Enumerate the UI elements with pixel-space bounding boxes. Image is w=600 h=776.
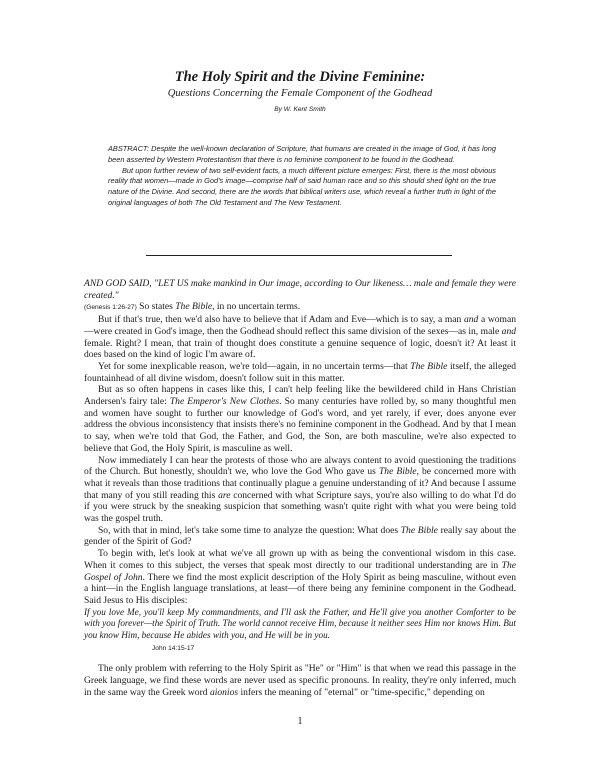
body-paragraph-5 <box>84 455 516 525</box>
body-paragraph-7 <box>84 548 516 607</box>
text-span: The only problem with referring to the Holy Spirit as "He" or "Him" is that when we read this passage in the Greek language, we find these words are never used as specific pronouns. In reality, they're only inferred, much in the same way the Greek word <box>84 663 516 698</box>
quote-citation: John 14:15-17 <box>152 645 195 653</box>
emphasis: aionios <box>209 686 239 698</box>
body-paragraph-4 <box>84 384 516 454</box>
document-subtitle: Questions Concerning the Female Component of the Godhead <box>167 88 433 99</box>
scripture-reference: (Genesis 1:26-27) <box>84 304 137 312</box>
document-author: By W. Kent Smith <box>274 106 326 113</box>
text-span: concerned with what Scripture says, you're also willing to do what I'd do if you were struck by the sneaking suspicion that something wasn't quite right with what you were being told was the gospel truth. <box>84 489 516 525</box>
emphasis: The Bible <box>175 301 213 313</box>
abstract-paragraph-1 <box>108 144 496 166</box>
abstract-paragraph-2: But upon further review of two self-evident facts, a much different picture emerges: First, there is the most obvious reality that women—made in God's image—comprise half of said human race and so this should shed light on the true nature of the Divine. And second, there are the words that biblical writers use, which reveal a further truth in light of the original languages of both The Old Testament and The New Testament. <box>108 165 496 207</box>
abstract-text-1: Despite the well-known declaration of Scripture, that humans are created in the image of God, it has long been asserted by Western Protestantism that there is no feminine component to be found in the Godhead. <box>108 144 496 164</box>
text-span: Now immediately I can hear the protests of those who are always content to avoid questioning the traditions of the Church. But honestly, shouldn't we, who love the God Who gave us <box>84 454 516 478</box>
body-paragraph-2 <box>84 314 516 361</box>
body-paragraph-3 <box>84 361 516 384</box>
body-paragraph-8 <box>84 663 516 698</box>
emphasis: are <box>218 489 231 501</box>
body-paragraph-1 <box>84 278 516 314</box>
text-span: , be concerned more with what it reveals than those traditions that continually plague a genuine understanding of it? And because I assume that many of you still reading this <box>84 466 517 501</box>
body-paragraph-6 <box>84 525 516 548</box>
emphasis: The Emperor's New Clothes <box>169 396 280 408</box>
text-span: So states <box>136 301 176 313</box>
emphasis: The Bible <box>400 524 438 536</box>
text-span: a woman—were created in God's image, then the Godhead should reflect this same division of the sexes—as in, male <box>84 314 516 337</box>
block-quote: If you love Me, you'll keep My commandments, and I'll ask the Father, and He'll give you another Comforter to be with you forever—the Spirit of Truth. The world cannot receive Him, because it neither sees Him nor knows Him. But you know Him, because He abides with you, and He will be in you. <box>84 606 516 640</box>
emphasis: The Bible <box>378 466 417 478</box>
emphasis: The Bible <box>410 360 448 372</box>
text-span: , in no uncertain terms. <box>212 301 301 313</box>
text-span: itself, the alleged fountainhead of all divine wisdom, doesn't follow suit in this matter. <box>84 360 516 384</box>
text-span: Yet for some inexplicable reason, we're told—again, in no uncertain terms—that <box>98 360 411 372</box>
emphasis: and <box>463 314 479 326</box>
text-span: female. Right? I mean, that train of thought does constitute a genuine sequence of logic, doesn't it? At least it does based on the kind of logic I'm aware of. <box>84 337 516 361</box>
abstract-label: ABSTRACT: <box>108 144 149 153</box>
text-span: To begin with, let's look at what we've all grown up with as being the conventional wisdom in this case. When it comes to this subject, the verses that speak most directly to our traditional understanding are in <box>84 548 516 571</box>
document-title: The Holy Spirit and the Divine Feminine: <box>174 69 426 85</box>
section-divider <box>146 255 452 256</box>
page-number: 1 <box>297 716 303 727</box>
text-span: really say about the gender of the Spirit of God? <box>84 524 516 548</box>
text-span: infers the meaning of "eternal" or "time-specific," depending on <box>238 686 485 698</box>
text-span: So, with that in mind, let's take some time to analyze the question: What does <box>98 524 401 536</box>
text-span: . There we find the most explicit description of the Holy Spirit as being masculine, without even a hint—in the English language translations, at least—of there being any feminine component in the Godhead. Said Jesus to His disciples: <box>84 571 516 606</box>
opening-quote: AND GOD SAID, "LET US make mankind in Our image, according to Our likeness… male and female they were created." <box>84 278 516 301</box>
text-span: . So many centuries have rolled by, so many thoughtful men and women have sought to further our knowledge of God's word, and yet rarely, if ever, does anyone ever address the obvious inconsistency that insists there's no feminine component in the Godhead. And by that I mean to say, when we're told that God, the Father, and God, the Son, are both masculine, we're also expected to believe that God, the Holy Spirit, is masculine as well. <box>84 396 516 454</box>
abstract <box>108 144 496 209</box>
text-span: But as so often happens in cases like this, I can't help feeling like the bewildered child in Hans Christian Andersen's fairy tale: <box>84 384 516 408</box>
text-span: But if that's true, then we'd also have to believe that if Adam and Eve—which is to say, a man <box>98 314 464 326</box>
emphasis: The Gospel of John <box>84 559 516 583</box>
emphasis: and <box>501 325 516 337</box>
body-text <box>84 278 516 698</box>
